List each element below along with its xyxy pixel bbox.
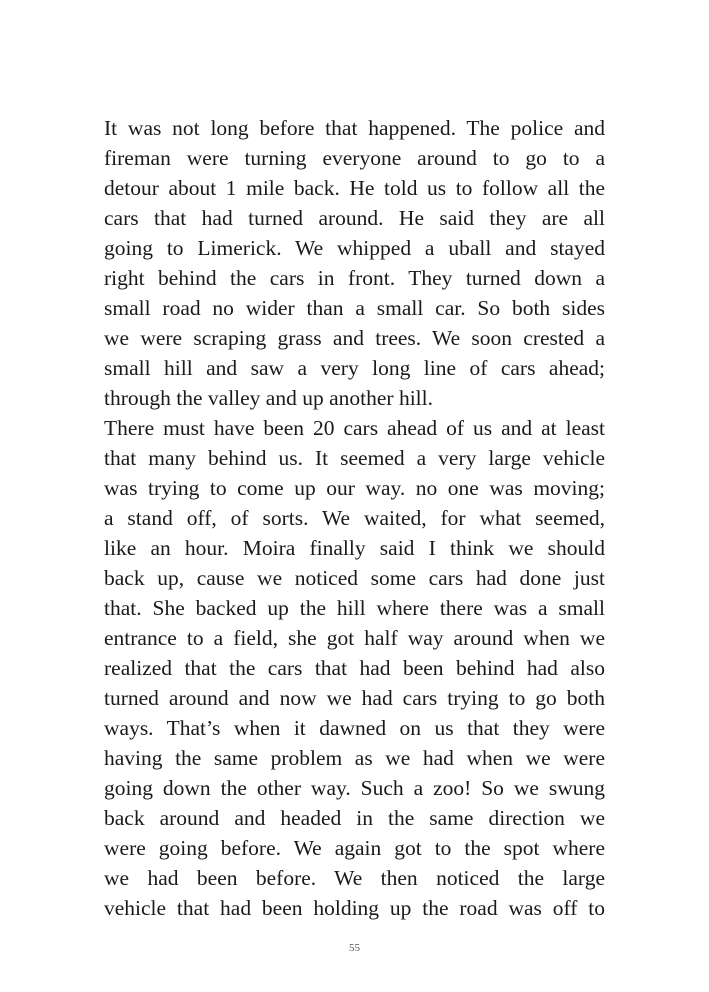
text-line: ways. That’s when it dawned on us that they were: [104, 716, 605, 740]
text-line: like an hour. Moira finally said I think we should: [104, 536, 605, 560]
text-line: we were scraping grass and trees. We soon crested a: [104, 326, 605, 350]
page-number: 55: [349, 942, 360, 954]
text-line: going down the other way. Such a zoo! So we swung: [104, 776, 605, 800]
text-line: we had been before. We then noticed the large: [104, 866, 605, 890]
paragraph-2: [104, 413, 605, 923]
text-line: was trying to come up our way. no one was moving;: [104, 476, 605, 500]
text-line: realized that the cars that had been behind had also: [104, 656, 605, 680]
text-line: small road no wider than a small car. So both sides: [104, 296, 605, 320]
text-line: were going before. We again got to the spot where: [104, 836, 605, 860]
text-line: There must have been 20 cars ahead of us and at least: [104, 416, 605, 440]
text-line: that. She backed up the hill where there was a small: [104, 596, 605, 620]
text-line: entrance to a field, she got half way around when we: [104, 626, 605, 650]
text-line: small hill and saw a very long line of cars ahead;: [104, 356, 605, 380]
text-line: through the valley and up another hill.: [104, 386, 433, 410]
text-line: back around and headed in the same direction we: [104, 806, 605, 830]
body-text: [104, 113, 605, 923]
text-line: It was not long before that happened. The police and: [104, 116, 605, 140]
text-line: detour about 1 mile back. He told us to follow all the: [104, 176, 605, 200]
paragraph-1: [104, 113, 605, 413]
text-line: vehicle that had been holding up the road was off to: [104, 896, 605, 920]
text-line: fireman were turning everyone around to go to a: [104, 146, 605, 170]
text-line: right behind the cars in front. They turned down a: [104, 266, 605, 290]
text-line: that many behind us. It seemed a very large vehicle: [104, 446, 605, 470]
text-line: cars that had turned around. He said they are all: [104, 206, 605, 230]
text-line: turned around and now we had cars trying to go both: [104, 686, 605, 710]
text-line: back up, cause we noticed some cars had done just: [104, 566, 605, 590]
text-line: a stand off, of sorts. We waited, for what seemed,: [104, 506, 605, 530]
text-line: having the same problem as we had when we were: [104, 746, 605, 770]
text-line: going to Limerick. We whipped a uball and stayed: [104, 236, 605, 260]
